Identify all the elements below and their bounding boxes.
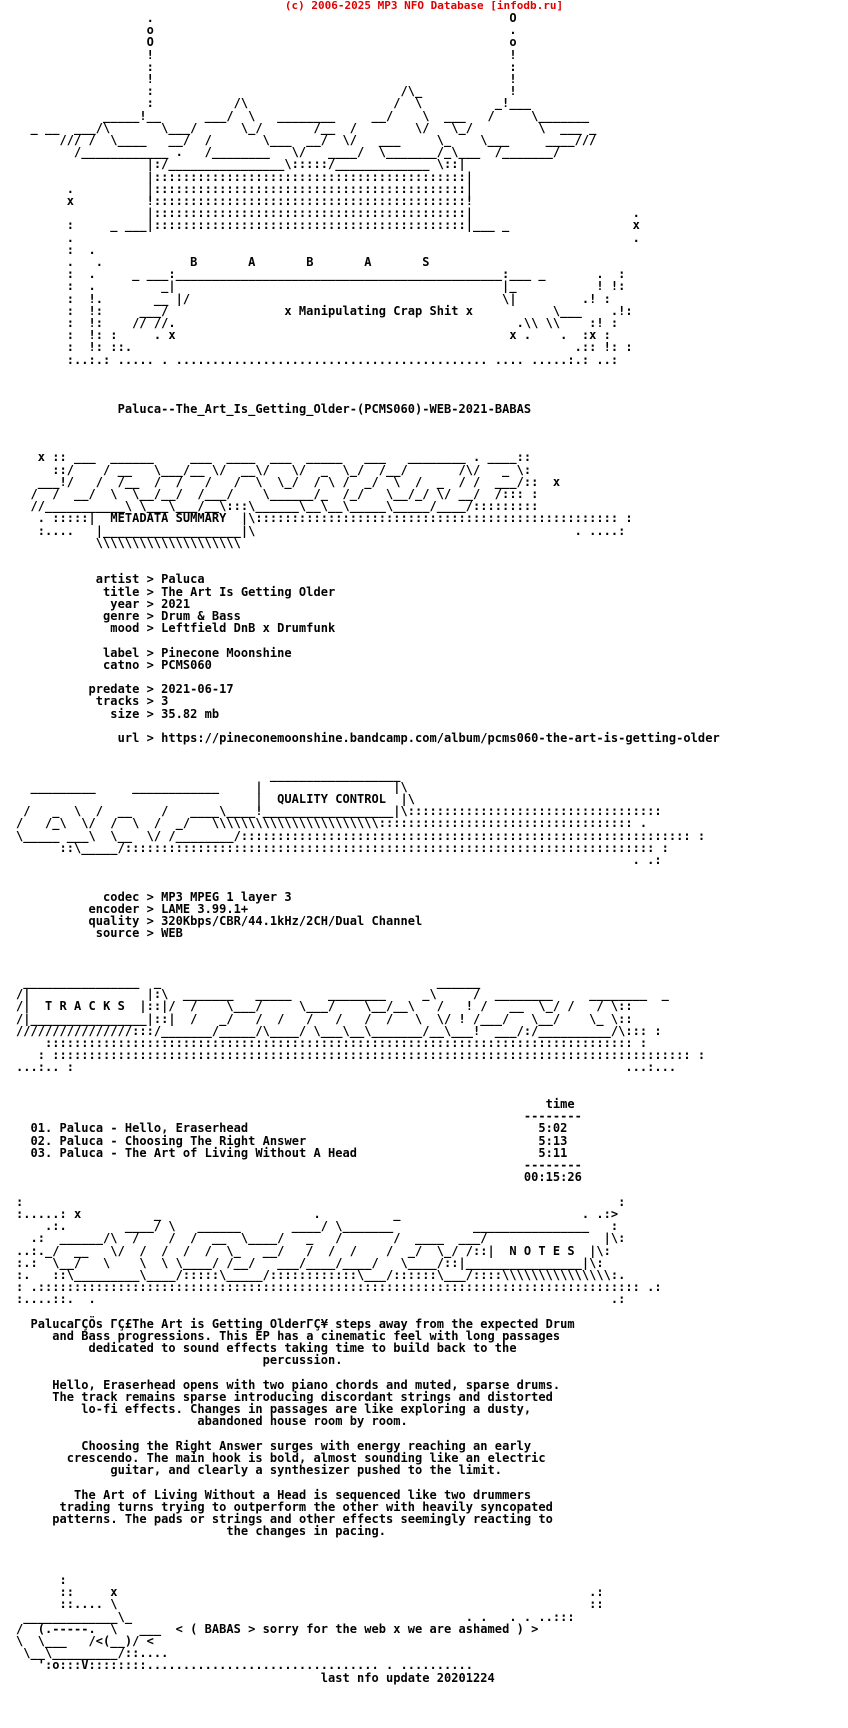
ascii-art: _____________\_ . . . . ..::: (16, 1609, 575, 1624)
ascii-art: .:. ____/ \ ______ ____/ \_______ ________________ : (16, 1219, 619, 1234)
notes-paragraph-line: The track remains sparse introducing discordant strings and distorted (52, 1389, 553, 1404)
ascii-art: . .: (16, 853, 662, 868)
meta-catno-value: PCMS060 (161, 657, 212, 672)
ascii-art: : !: ___/ (16, 303, 285, 318)
ascii-art: : . (16, 242, 96, 257)
ascii-art: / _ \ / __ / ____\____!__________________|\::::::::::::::::::::::::::::::::::: (16, 804, 662, 819)
ascii-art: : /\_ ! (16, 84, 517, 99)
ascii-art: label > (16, 645, 162, 660)
quality-quality-value: 320Kbps/CBR/44.1kHz/2CH/Dual Channel (161, 914, 423, 929)
ascii-art: :.: \__/ \ \ \ \____/ /__/ ___/____/____/ \____/::|________________|\: (16, 1255, 604, 1270)
ascii-art: size > (16, 706, 162, 721)
track-title: Paluca - The Art of Living Without A Head (59, 1145, 357, 1160)
quality-control-heading: QUALITY CONTROL (277, 792, 386, 806)
ascii-art: catno > (16, 657, 162, 672)
meta-label-value: Pinecone Moonshine (161, 645, 292, 660)
track-time: 5:02 (538, 1121, 568, 1136)
ascii-art: |:::::::::::::::::::::::::::::::::::::::::::| . (16, 206, 640, 221)
ascii-art: |:/________________\:::::/_____________ \::| (16, 157, 466, 172)
ascii-art: x :: ___ ______ ___ ____ ___ _____ ___ ________ . ____:: (16, 450, 532, 465)
ascii-art (16, 1353, 263, 1367)
ascii-art (16, 402, 118, 416)
notes-heading: N O T E S (509, 1243, 575, 1258)
track-time: 5:11 (538, 1145, 568, 1160)
tagline: x Manipulating Crap Shit x (284, 303, 474, 318)
ascii-art: _____!__ ___/ \ ________ __/ \ ___ / \_______ (16, 108, 590, 123)
ascii-art: __________________ (16, 767, 401, 782)
ascii-art: |:::::::::::::::::::::::::::::::::::::::::::| (16, 169, 474, 184)
ascii-art: encoder > (16, 901, 162, 916)
ascii-art: . . (16, 255, 191, 270)
ascii-art: : :::::::::::::::::::::::::::::::::::::::::::::::::::::::::::::::::::::::::::::::::::::::: : (16, 1048, 706, 1063)
nfo-document (16, 12, 720, 1684)
ascii-art: : . _ ___:_____________________________________________:___ _ . : (16, 267, 626, 282)
notes-paragraph-line: percussion. (262, 1353, 343, 1368)
notes-paragraph-line: crescendo. The main hook is bold, almost sounding like an electric (66, 1450, 546, 1465)
ascii-art: \\\\\\\\\\\\\\\\\\\\ (16, 535, 241, 550)
ascii-art: :: x .: (16, 1585, 604, 1600)
ascii-art: \___ .!: (473, 303, 633, 318)
ascii-art: /____________ . /________ \/ ____/ \_______/_\___ /_______/ (16, 145, 561, 160)
ascii-art: title > (16, 584, 162, 599)
notes-paragraph-line: the changes in pacing. (226, 1524, 386, 1539)
ascii-art: tracks > (16, 694, 162, 709)
ascii-art: : . _| |_ ! !: (16, 279, 626, 294)
release-name: Paluca--The_Art_Is_Getting_Older-(PCMS060)-WEB-2021-BABAS (117, 401, 532, 416)
ascii-art: year > (16, 596, 162, 611)
ascii-art: codec > (16, 889, 162, 904)
notes-paragraph-line: lo-fi effects. Changes in passages are like exploring a dusty, (81, 1402, 532, 1417)
ascii-art: . |:::::::::::::::::::::::::::::::::::::::::::| (16, 181, 474, 196)
meta-url-value: https://pineconemoonshine.bandcamp.com/album/pcms060-the-art-is-getting-older (161, 730, 720, 745)
ascii-art: |::|/ / \___/ \___/ \__/__\ / ! / __ \_/ / / \:: (124, 999, 633, 1014)
meta-tracks-value: 3 (161, 694, 169, 709)
ascii-art: mood > (16, 621, 162, 636)
ascii-art: source > (16, 926, 162, 941)
notes-paragraph-line: abandoned house room by room. (197, 1414, 408, 1429)
footer-message: < ( BABAS > sorry for the web x we are ashamed ) > (175, 1621, 539, 1636)
ascii-art: : !: // //. .\\ \\ :! : (16, 316, 619, 331)
ascii-art: |\: (574, 1243, 611, 1258)
quality-encoder-value: LAME 3.99.1+ (161, 901, 249, 916)
ascii-art: url > (16, 730, 162, 745)
ascii-art: -------- (16, 1109, 582, 1124)
ascii-art: : !. __ |/ \| .! : (16, 291, 611, 306)
ascii-art: ! ! (16, 72, 517, 87)
notes-paragraph-line: Hello, Eraserhead opens with two piano chords and muted, sparse drums. (52, 1377, 561, 1392)
time-column-header: time (545, 1097, 575, 1112)
ascii-art: :.....: x _ . _ . .:> (16, 1206, 619, 1221)
meta-genre-value: Drum & Bass (161, 608, 241, 623)
ascii-art: |\:::::::::::::::::::::::::::::::::::::::::::::::::: : (226, 511, 633, 526)
ascii-art: predate > (16, 682, 162, 697)
meta-title-value: The Art Is Getting Older (161, 584, 336, 599)
ascii-art: ::.... \ :: (16, 1597, 604, 1612)
ascii-art: ! ! (16, 47, 517, 62)
notes-paragraph-line: PalucaΓÇÖs ΓÇ£The Art is Getting OlderΓÇ¥ steps away from the expected Drum (30, 1316, 575, 1331)
track-title: Paluca - Hello, Eraserhead (59, 1121, 249, 1136)
notes-paragraph-line: dedicated to sound effects taking time to build back to the (88, 1341, 517, 1356)
ascii-art: /|________________|::| / _/ / / / / / / \ \/ ! /___/ \__/ \_ \:: (16, 1011, 633, 1026)
notes-paragraph-line: patterns. The pads or strings and other effects seemingly reacting to (52, 1511, 553, 1526)
ascii-art: ////////////////:::/_______/_____/\____/ \___\__\_______/__\___! ___/:/__________/\::: : (16, 1023, 662, 1038)
ascii-art: ...:.. : ...:... (16, 1060, 677, 1075)
ascii-art (16, 1671, 321, 1685)
ascii-art: o . (16, 23, 517, 38)
ascii-art: / /_\ \/ / \ / _/ \\\\\\\\\\\\\\\\\\\\\\\::::::::::::::::::::::::::::::::::: . (16, 816, 648, 831)
ascii-art: : !: ::. .:: !: : (16, 340, 633, 355)
ascii-art: : _ ___|:::::::::::::::::::::::::::::::::::::::::::|___ _ x (16, 218, 640, 233)
last-update: last nfo update 20201224 (320, 1670, 495, 1685)
ascii-art: : .::::::::::::::::::::::::::::::::::::::::::::::::::::::::::::::::::::::::::::::::::: .: (16, 1280, 662, 1295)
meta-mood-value: Leftfield DnB x Drumfunk (161, 621, 336, 636)
ascii-art: . O (16, 11, 517, 25)
group-name-letters: B A B A S (190, 255, 430, 270)
metadata-summary-heading: METADATA SUMMARY (110, 511, 227, 526)
ascii-art: :. ::\_________\____/:::::\_____/::::::::::::\___/::::::\___/::::\\\\\\\\\\\\\\\:. (16, 1267, 626, 1282)
track-number: 03. (30, 1145, 53, 1160)
ascii-art: : : (16, 59, 517, 74)
notes-paragraph-line: Choosing the Right Answer surges with energy reaching an early (81, 1438, 532, 1453)
ascii-art (16, 1524, 226, 1538)
ascii-art: /| |:\ _______ _____ ________ _\ / ________ ________ _ (16, 987, 669, 1002)
track-time: 5:13 (538, 1133, 568, 1148)
ascii-art: _ __ ___/\ \___/ \_/ /__ / \/ \_/ \ ___ _ (16, 120, 597, 135)
ascii-art: x !:::::::::::::::::::::::::::::::::::::::::::! (16, 194, 474, 209)
notes-paragraph-line: and Bass progressions. This EP has a cinematic feel with long passages (52, 1328, 561, 1343)
ascii-art: ::::::::::::::::::::::::::::::::::::::::::::::::::::::::::::::::::::::::::::::::: : (16, 1036, 648, 1051)
ascii-art: / / __/ \ \__/__/ /___/ \______/_ /_/ \__/_/ \/ __/ /::: : (16, 486, 539, 501)
ascii-art: artist > (16, 572, 162, 587)
notes-paragraph-line: guitar, and clearly a synthesizer pushed to the limit. (110, 1463, 503, 1478)
ascii-art: | (16, 792, 278, 806)
ascii-art: /| (16, 999, 46, 1014)
ascii-art: : : (16, 1194, 626, 1209)
ascii-art: //___________\ \___\___/__\:::\______\__\__\_____\_____/____/::::::::: (16, 499, 539, 514)
track-number: 01. (30, 1121, 53, 1136)
total-time: 00:15:26 (523, 1170, 582, 1185)
meta-predate-value: 2021-06-17 (161, 682, 234, 697)
ascii-art: \__\_________/::.... (16, 1646, 169, 1661)
ascii-art: .: ______/\ / / / __ \____/ _ / / ____ ___/ |\: (16, 1231, 626, 1246)
ascii-art: :.... |___________________|\ . ....: (16, 523, 626, 538)
track-title: Paluca - Choosing The Right Answer (59, 1133, 307, 1148)
meta-size-value: 35.82 mb (161, 706, 220, 721)
ascii-art (16, 1170, 524, 1184)
ascii-art: \ \___ /<(__)/ < (16, 1634, 154, 1649)
ascii-art: ..:._/ __ \/ / / / / \_ __/ / / / / _/ \_/ /::| (16, 1243, 495, 1258)
quality-codec-value: MP3 MPEG 1 layer 3 (161, 889, 292, 904)
meta-year-value: 2021 (161, 596, 191, 611)
ascii-art: ':o:::V::::::::................................ . .......... (16, 1658, 474, 1673)
copyright-link[interactable]: (c) 2006-2025 MP3 NFO Database [infodb.ru] (284, 0, 564, 12)
ascii-art (16, 1414, 197, 1428)
ascii-art: \_____ ___\ \__ \/ /________/:::::::::::::::::::::::::::::::::::::::::::::::::::::::::::::: : (16, 828, 706, 843)
ascii-art: -------- (16, 1158, 582, 1173)
ascii-art: ::/ / __ \___/__ \/ __\/ \/ _ \_/ /__/ /\/ _ \: (16, 462, 532, 477)
ascii-art: /// / \____ __/ / \___ __/ \/ ___ \_ \___ ____/// (16, 133, 597, 148)
notes-paragraph-line: trading turns trying to outperform the other with heavily syncopated (59, 1499, 553, 1514)
tracks-heading: T R A C K S (45, 999, 125, 1014)
track-number: 02. (30, 1133, 53, 1148)
quality-source-value: WEB (161, 926, 183, 941)
ascii-art: . . (16, 230, 640, 245)
meta-artist-value: Paluca (161, 572, 205, 587)
ascii-art: :....::. . .: (16, 1292, 626, 1307)
notes-paragraph-line: The Art of Living Without a Head is sequenced like two drummers (74, 1487, 532, 1502)
ascii-art: ::\_____/::::::::::::::::::::::::::::::::::::::::::::::::::::::::::::::::::::::::: : (16, 840, 669, 855)
ascii-art: O o (16, 35, 517, 50)
ascii-art: : !: : . x x . . :x : (16, 328, 611, 343)
ascii-art: |\ (386, 792, 416, 806)
ascii-art: : (16, 1573, 67, 1587)
ascii-art: genre > (16, 608, 162, 623)
ascii-art: quality > (16, 914, 162, 929)
ascii-art: ___!/ / /__ / / / / \ \_/ / \ / _/ \ / _ / / ___/:: x (16, 474, 561, 489)
ascii-art: :..:.: ..... . ........................................... .... .....:.: ..: (16, 352, 619, 367)
ascii-art: ________________ _ ______ (16, 975, 481, 990)
ascii-art: _________ ____________ | |\ (16, 779, 408, 794)
ascii-art: . :::::| (16, 511, 111, 526)
ascii-art: : /\ / \ _!___ (16, 96, 532, 111)
ascii-art: / (.-----. \ ___ (16, 1621, 176, 1636)
ascii-art (16, 1463, 110, 1477)
